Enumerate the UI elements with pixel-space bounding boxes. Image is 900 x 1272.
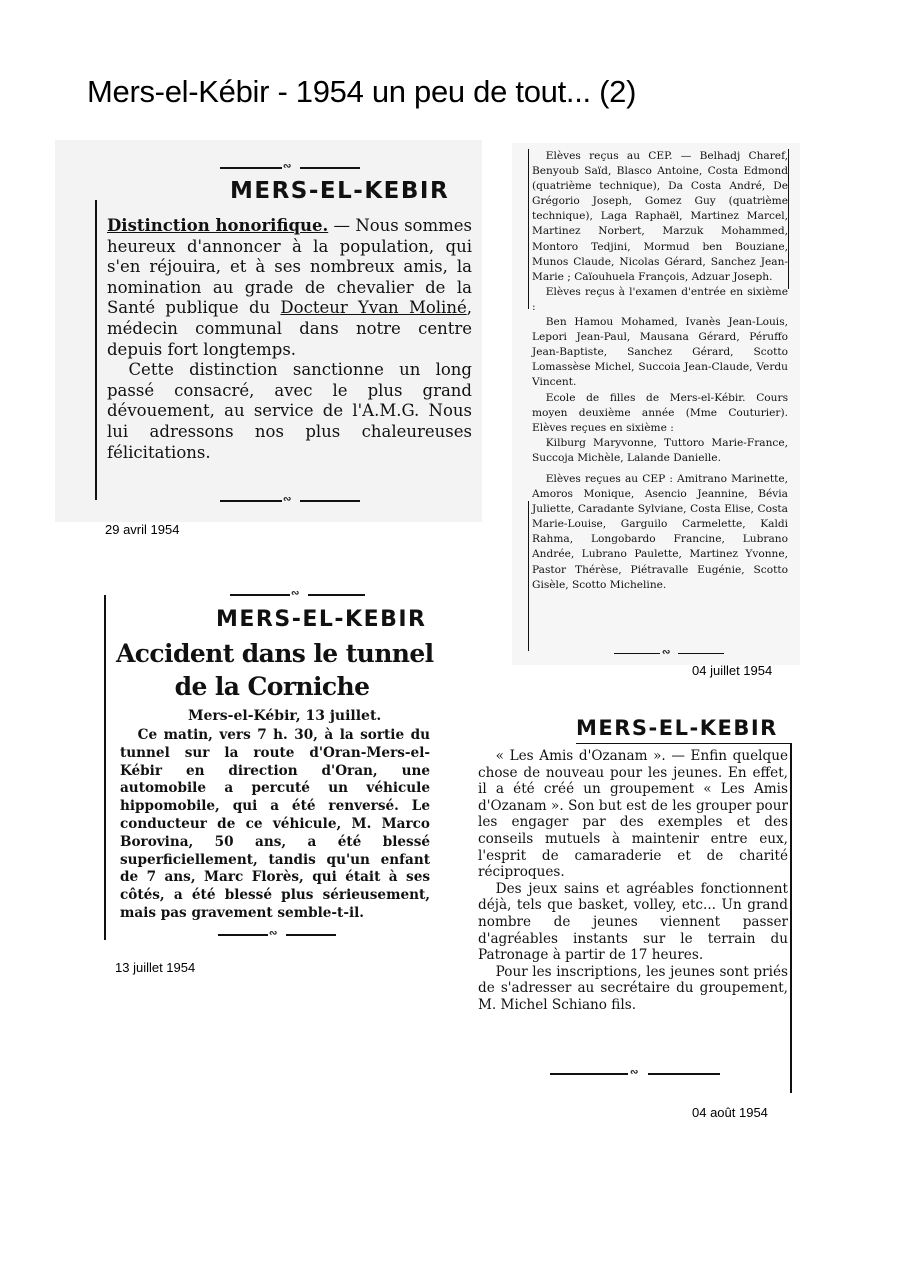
article-body: Ce matin, vers 7 h. 30, à la sortie du tunnel sur la route d'Oran-Mers-el-Kébir en direction d'Oran, une automobile a percuté un véhicule hippomobile, qui a été renversé. Le conducteur de ce véhicule, M. Marco Borovina, 50 ans, a été blessé superficiellement, tandis qu'un enfant de 7 ans, Marc Florès, qui était à ses côtés, a été blessé plus sérieusement, mais pas gravement semble-t-il. [120, 727, 430, 921]
clipping-accident [100, 585, 440, 943]
headline-line-2: de la Corniche [174, 672, 370, 701]
results-paragraph: Ecole de filles de Mers-el-Kébir. Cours moyen deuxième année (Mme Couturier). Elèves reçues en sixième : [532, 391, 788, 434]
article-body: « Les Amis d'Ozanam ». — Enfin quelque chose de nouveau pour les jeunes. En effet, il a été créé un groupement « Les Amis d'Ozanam ». Son but est de les grouper pour les engager par des exemples et des conseils mutuels à maintenir entre eux, l'esprit de camaraderie et de charité réciproques. Des jeux sains et agréables fonctionnent déjà, tels que basket, volley, etc... Un grand nombre de jeunes viennent passer d'agréables instants sur le terrain du Patronage à partir de 17 heures. Pour les inscriptions, les jeunes sont priés de s'adresser au secrétaire du groupement, M. Michel Schiano fils. [478, 748, 788, 1013]
doctor-name: Docteur Yvan Moliné [280, 298, 467, 318]
top-ornament: ∾ [220, 162, 360, 172]
exam-results-body [532, 149, 788, 593]
headline [116, 637, 434, 703]
clipping-ozanam [468, 710, 800, 1095]
article-paragraph: Cette distinction sanctionne un long passé consacré, avec le plus grand dévouement, au service de l'A.M.G. Nous lui adressons nos plus chaleureuses félicitations. [107, 360, 472, 462]
clipping-exam-results [512, 143, 800, 665]
dateline: Mers-el-Kébir, 13 juillet. [188, 708, 382, 724]
column-rule [790, 743, 792, 1093]
article-body: Distinction honorifique. — Nous sommes heureux d'annoncer à la population, qui s'en réjouira, et à ses nombreux amis, la nomination au grade de chevalier de la Santé publique du Docteur Yvan Moliné, médecin communal dans notre centre depuis fort longtemps. Cette distinction sanctionne un long passé consacré, avec le plus grand dévouement, au service de l'A.M.G. Nous lui adressons nos plus chaleureuses félicitations. [107, 216, 472, 462]
column-rule [95, 200, 97, 500]
bottom-ornament: ∾ [550, 1068, 720, 1078]
article-lead: Distinction honorifique. [107, 216, 329, 235]
clipping-header: MERS-EL-KEBIR [576, 716, 778, 740]
results-paragraph: Kilburg Maryvonne, Tuttoro Marie-France, Succoja Michèle, Lalande Danielle. [532, 436, 788, 464]
bottom-ornament: ∾ [218, 929, 336, 939]
results-paragraph: Elèves reçus au CEP. — Belhadj Charef, Benyoub Saïd, Blasco Antoine, Costa Edmond (quatrième technique), Da Costa André, De Grégorio Joseph, Gomez Guy (quatrième technique), Laga Raphaël, Martinez Marcel, Martinez Norbert, Marzuk Mohammed, Montoro Tedjini, Mormud ben Bouziane, Munos Claude, Nicolas Gérard, Sanchez Jean-Marie ; Caïouhuela François, Adzuar Joseph. [532, 150, 788, 283]
top-ornament: ∾ [230, 589, 365, 599]
clipping-distinction [55, 140, 482, 522]
date-caption: 04 août 1954 [692, 1105, 768, 1120]
results-paragraph: Ben Hamou Mohamed, Ivanès Jean-Louis, Lepori Jean-Paul, Mausana Gérard, Péruffo Jean-Baptiste, Sanchez Gérard, Scotto Lomassèse Michel, Succoia Jean-Claude, Verdu Vincent. [532, 316, 788, 389]
results-paragraph: Elèves reçus à l'examen d'entrée en sixième : [532, 285, 788, 313]
date-caption: 04 juillet 1954 [692, 663, 773, 678]
date-caption: 13 juillet 1954 [115, 960, 196, 975]
clipping-header: MERS-EL-KEBIR [216, 607, 427, 632]
clipping-header: MERS-EL-KEBIR [230, 178, 450, 204]
bottom-ornament: ∾ [614, 648, 724, 658]
headline-line-1: Accident dans le tunnel [116, 639, 434, 668]
page-title: Mers-el-Kébir - 1954 un peu de tout... (2) [87, 74, 637, 109]
bottom-ornament: ∾ [220, 495, 360, 505]
results-paragraph: Elèves reçues au CEP : Amitrano Marinette, Amoros Monique, Asencio Jeannine, Bévia Juliette, Caradante Sylviane, Costa Elise, Costa Marie-Louise, Garguilo Carmelette, Kaldi Rahma, Longobardo Francine, Lubrano Andrée, Lubrano Paulette, Martinez Yvonne, Pastor Thérèse, Piétravalle Eugénie, Scotto Gisèle, Scotto Micheline. [532, 472, 788, 591]
date-caption: 29 avril 1954 [105, 522, 180, 537]
column-rule [104, 595, 106, 940]
